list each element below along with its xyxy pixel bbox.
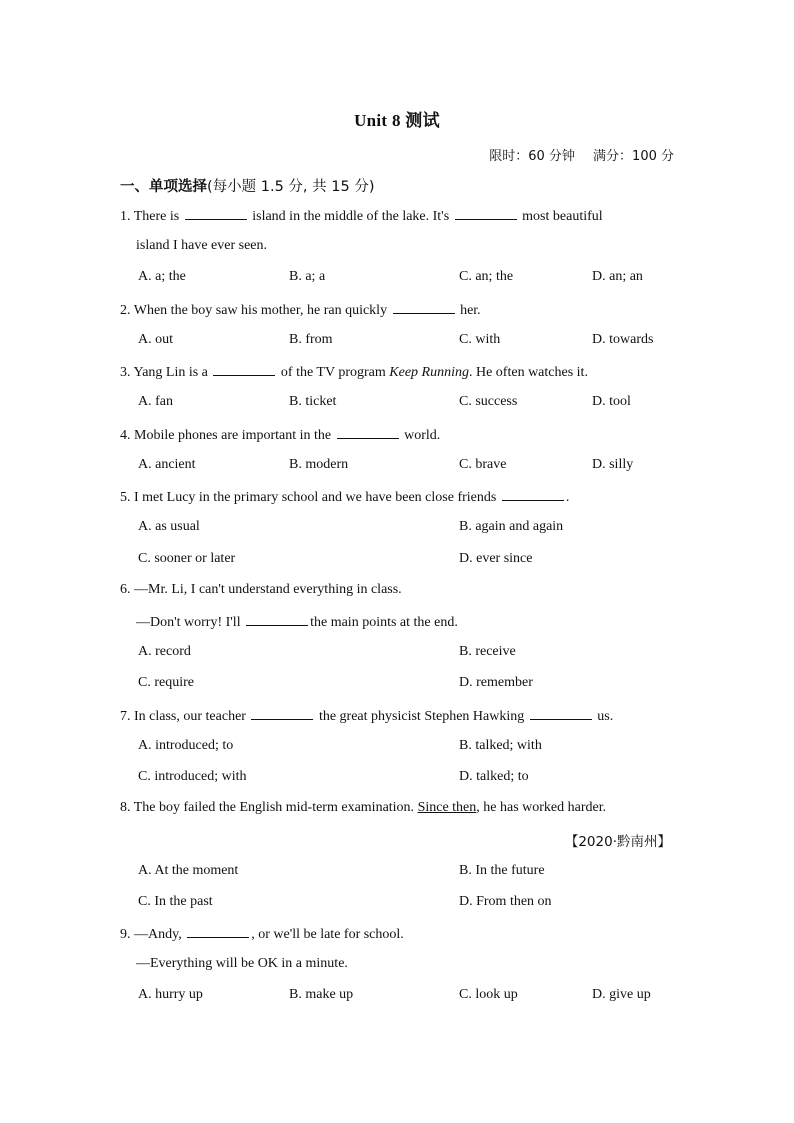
q9-line2: —Everything will be OK in a minute. [136, 956, 348, 971]
q1-line2: island I have ever seen. [136, 238, 267, 253]
q1-text-c: most beautiful [522, 209, 603, 224]
option-c: C. brave [459, 457, 507, 472]
answer-blank [246, 613, 308, 626]
option-a: A. introduced; to [138, 738, 234, 753]
option-b: B. from [289, 332, 333, 347]
answer-blank [187, 925, 249, 938]
option-a: A. fan [138, 394, 173, 409]
question-5 [120, 488, 680, 506]
q3-options [138, 394, 678, 414]
q8-options-row1 [138, 863, 678, 883]
option-c: C. an; the [459, 269, 514, 284]
option-a: A. a; the [138, 269, 186, 284]
answer-blank [185, 207, 247, 220]
question-2 [120, 301, 680, 319]
q3-text-c: . He often watches it. [468, 365, 588, 380]
source-tag: 【2020·黔南州】 [564, 834, 671, 850]
program-name: Keep Running [389, 365, 469, 380]
option-d: D. silly [592, 457, 634, 472]
question-8 [120, 800, 680, 816]
option-b: B. modern [289, 457, 349, 472]
option-a: A. out [138, 332, 173, 347]
answer-blank [455, 207, 517, 220]
q2-text-b: her. [460, 303, 481, 318]
q2-options [138, 332, 678, 352]
option-b: B. again and again [459, 519, 564, 534]
exam-meta [489, 145, 674, 164]
q7-options-row1 [138, 738, 678, 758]
option-d: D. talked; to [459, 769, 529, 784]
underlined-phrase: Since then [417, 800, 477, 815]
option-d: D. towards [592, 332, 654, 347]
q5-text-a: 5. I met Lucy in the primary school and we have been close friends [120, 490, 497, 505]
answer-blank [213, 363, 275, 376]
option-b: B. receive [459, 644, 516, 659]
q6-text-a: —Don't worry! I'll [136, 615, 241, 630]
section-heading [120, 175, 374, 196]
answer-blank [530, 707, 592, 720]
q7-text-c: us. [597, 709, 614, 724]
answer-blank [393, 301, 455, 314]
question-4 [120, 426, 680, 444]
q3-text-a: 3. Yang Lin is a [120, 365, 208, 380]
option-c: C. sooner or later [138, 551, 236, 566]
option-b: B. make up [289, 987, 354, 1002]
option-c: C. introduced; with [138, 769, 247, 784]
section-note: (每小题 1.5 分, 共 15 分) [207, 179, 375, 195]
q5-options-row1 [138, 519, 678, 539]
q6-options-row2 [138, 675, 678, 695]
q6-text-b: the main points at the end. [310, 615, 458, 630]
option-d: D. an; an [592, 269, 643, 284]
q9-text-a: 9. —Andy, [120, 927, 182, 942]
q5-options-row2 [138, 551, 678, 571]
q6-line2 [136, 613, 696, 631]
q7-options-row2 [138, 769, 678, 789]
option-d: D. give up [592, 987, 651, 1002]
q1-text-b: island in the middle of the lake. It's [252, 209, 450, 224]
answer-blank [502, 488, 564, 501]
option-d: D. ever since [459, 551, 533, 566]
full-score: 满分：100 分 [593, 149, 674, 164]
time-limit: 限时：60 分钟 [489, 149, 575, 164]
q7-text-a: 7. In class, our teacher [120, 709, 246, 724]
section-label: 一、单项选择 [120, 179, 207, 195]
q9-text-b: , or we'll be late for school. [251, 927, 404, 942]
option-b: B. ticket [289, 394, 337, 409]
q1-text-a: 1. There is [120, 209, 180, 224]
q1-options [138, 269, 678, 289]
option-a: A. hurry up [138, 987, 203, 1002]
option-c: C. In the past [138, 894, 213, 909]
answer-blank [337, 426, 399, 439]
option-b: B. talked; with [459, 738, 542, 753]
q4-text-b: world. [404, 428, 441, 443]
q5-text-b: . [565, 490, 570, 505]
q8-text-a: 8. The boy failed the English mid-term examination. [120, 800, 415, 815]
q8-text-b: , he has worked harder. [476, 800, 607, 815]
option-c: C. success [459, 394, 518, 409]
option-d: D. From then on [459, 894, 552, 909]
answer-blank [251, 707, 313, 720]
option-c: C. require [138, 675, 194, 690]
option-a: A. ancient [138, 457, 196, 472]
option-a: A. as usual [138, 519, 200, 534]
option-d: D. remember [459, 675, 533, 690]
question-7 [120, 707, 680, 725]
q6-options-row1 [138, 644, 678, 664]
option-d: D. tool [592, 394, 631, 409]
question-3 [120, 363, 680, 381]
page-title: Unit 8 测试 [354, 111, 440, 130]
q3-text-b: of the TV program [280, 365, 386, 380]
option-b: B. a; a [289, 269, 326, 284]
q8-options-row2 [138, 894, 678, 914]
option-a: A. At the moment [138, 863, 239, 878]
option-a: A. record [138, 644, 191, 659]
question-6: 6. —Mr. Li, I can't understand everything in class. [120, 582, 402, 597]
question-1 [120, 207, 680, 225]
question-9 [120, 925, 680, 943]
q4-text-a: 4. Mobile phones are important in the [120, 428, 332, 443]
q4-options [138, 457, 678, 477]
q9-options [138, 987, 678, 1007]
option-b: B. In the future [459, 863, 545, 878]
q2-text-a: 2. When the boy saw his mother, he ran quickly [120, 303, 388, 318]
option-c: C. with [459, 332, 501, 347]
option-c: C. look up [459, 987, 518, 1002]
q7-text-b: the great physicist Stephen Hawking [318, 709, 525, 724]
